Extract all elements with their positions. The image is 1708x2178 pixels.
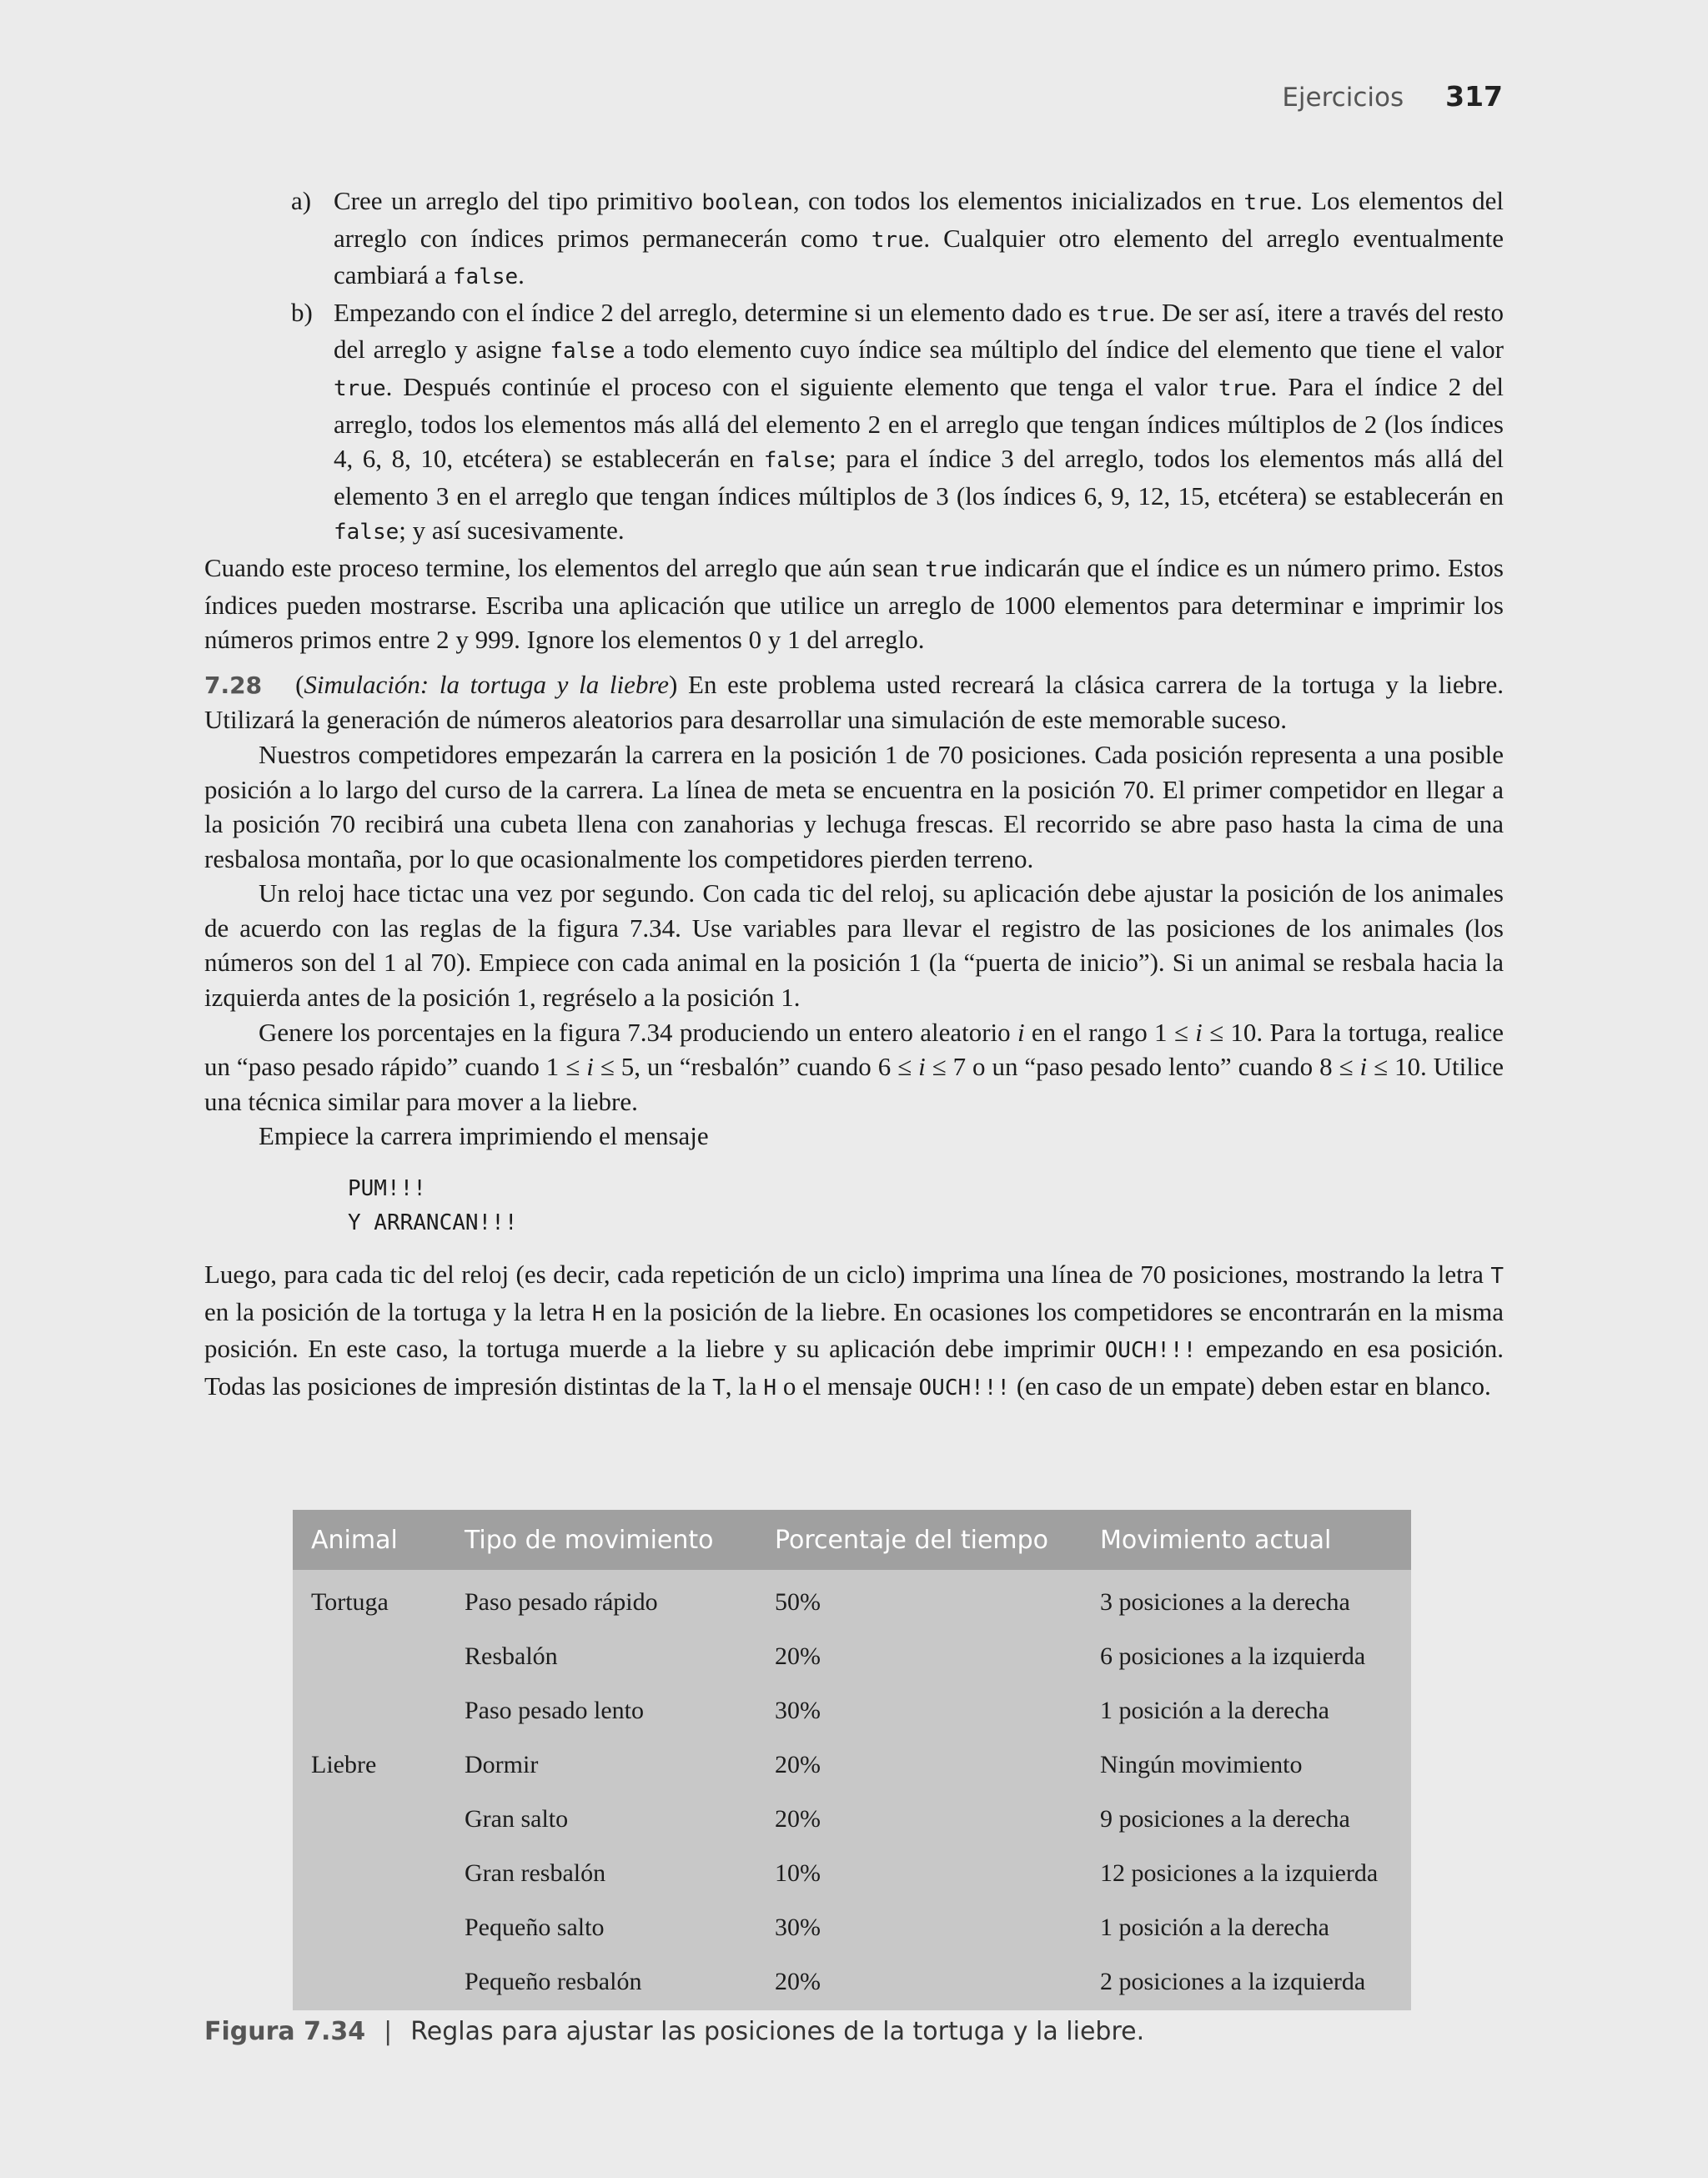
table-cell: 20% [775,1967,821,1995]
table-row [293,1570,1411,1629]
text: ≤ 7 o un “paso pesado lento” cuando 8 ≤ [925,1052,1360,1082]
figure-caption [204,2017,1144,2046]
inline-code: OUCH!!! [1104,1338,1197,1364]
text: en la posición de la tortuga y la letra [204,1296,592,1326]
body-text [204,184,1504,1406]
table-row [293,1954,1411,2010]
table-cell: 30% [775,1696,821,1724]
inline-code: true [871,227,924,253]
table-cell: 3 posiciones a la derecha [1100,1587,1350,1616]
table-row [293,1683,1411,1738]
paragraph-after-list [204,551,1504,657]
caption-separator: | [384,2017,393,2046]
text: ; para el índice 3 del arreglo, todos los elementos más allá del elemento 3 en el arreglo que tengan índices múltiplos de 3 (los índices 6, 9, 12, 15, etcétera) se establecerán en [334,444,1504,511]
exercise-title: Simulación: la tortuga y la liebre [304,669,670,699]
table-cell: 20% [775,1804,821,1833]
inline-code: true [334,375,386,401]
text: Luego, para cada tic del reloj (es decir, cada repetición de un ciclo) imprima una línea de 70 posiciones, mostrando la letra [204,1260,1491,1290]
table-cell: 6 posiciones a la izquierda [1100,1642,1366,1670]
text: . Los elementos del arreglo con índices primos permanecerán como [334,186,1505,253]
text: . Después continúe el proceso con el siguiente elemento que tenga el valor [385,371,1218,401]
list-item-a [204,184,1504,295]
table-cell: Dormir [465,1750,539,1778]
text: ≤ 10. Para la tortuga, realice un “paso pesado rápido” cuando 1 ≤ [204,1017,1504,1082]
math-var: i [1359,1052,1368,1082]
inline-code: OUCH!!! [918,1375,1011,1401]
list-marker: a) [291,186,312,215]
text: . Para el índice 2 del arreglo, todos los elementos más allá del elemento 2 en el arreglo que tengan índices múltiplos de 2 (los índices 4, 6, 8, 10, etcétera) se establecerán en [334,371,1505,474]
table-cell: 20% [775,1750,821,1778]
code-line: PUM!!! [348,1176,426,1202]
text: a todo elemento cuyo índice sea múltiplo del índice del elemento que tiene el valor [615,334,1504,365]
math-var: i [586,1052,594,1082]
inline-code: false [452,264,519,290]
table-row [293,1738,1411,1792]
inline-code: T [712,1375,726,1401]
column-header: Tipo de movimiento [446,1510,756,1570]
table-cell: Liebre [311,1750,377,1778]
page-number: 317 [1445,80,1503,113]
table-cell: 10% [775,1859,821,1887]
paragraph: Empiece la carrera imprimiendo el mensaje [259,1121,709,1151]
text: ≤ 10. Utilice una técnica similar para mover a la liebre. [204,1052,1504,1116]
code-line: Y ARRANCAN!!! [348,1210,518,1236]
text: ; y así sucesivamente. [399,516,625,546]
exercise-number: 7.28 [204,671,263,699]
table-cell: Gran salto [465,1804,569,1833]
table-header-row [293,1510,1411,1570]
math-var: i [1017,1017,1025,1047]
table-cell: Tortuga [311,1587,389,1616]
table-row [293,1792,1411,1846]
running-head [1282,80,1503,113]
math-var: i [918,1052,926,1082]
text: . De ser así, itere a través del resto del arreglo y asigne [334,297,1504,365]
text: ≤ 5, un “resbalón” cuando 6 ≤ [593,1052,919,1082]
table-cell: Paso pesado rápido [465,1587,658,1616]
paren: ( [295,669,304,699]
text: en el rango 1 ≤ [1024,1017,1196,1047]
text: (en caso de un empate) deben estar en blanco. [1010,1371,1491,1401]
table-cell: Resbalón [465,1642,558,1670]
text: o el mensaje [776,1371,919,1401]
paragraph [204,1015,1504,1119]
text: empezando en esa posición. Todas las posiciones de impresión distintas de la [204,1334,1504,1401]
table-cell: Gran resbalón [465,1859,606,1887]
inline-code: T [1490,1264,1504,1290]
table-cell: Pequeño resbalón [465,1967,642,1995]
text: Empezando con el índice 2 del arreglo, determine si un elemento dado es [334,297,1097,327]
inline-code: H [763,1375,777,1401]
table-cell [293,1792,446,1846]
table-cell [293,1954,446,2010]
caption-text: Reglas para ajustar las posiciones de la tortuga y la liebre. [410,2017,1145,2046]
inline-code: true [925,556,977,582]
text: en la posición de la liebre. En ocasiones los competidores se encontrarán en la misma posición. En este caso, la tortuga muerde a la liebre y su aplicación debe imprimir [204,1296,1505,1364]
text: , la [725,1371,764,1401]
paren: ) [669,669,678,699]
table-cell [293,1629,446,1683]
table-cell: 30% [775,1913,821,1941]
table-cell: 2 posiciones a la izquierda [1100,1967,1366,1995]
inline-code: false [334,520,399,546]
column-header: Animal [293,1510,446,1570]
math-var: i [1195,1017,1203,1047]
table-cell: Ningún movimiento [1100,1750,1303,1778]
list-item-b [204,295,1504,551]
table-cell: 1 posición a la derecha [1100,1913,1329,1941]
text: En este problema usted recreará la clásica carrera de la tortuga y la liebre. Utilizará la generación de números aleatorios para desarrollar una simulación de este memorable suceso. [204,669,1504,735]
text: . [518,260,525,290]
text: Cree un arreglo del tipo primitivo [334,186,702,215]
table-row [293,1900,1411,1954]
inline-code: true [1243,190,1296,215]
inline-code: H [591,1300,605,1326]
list-marker: b) [291,297,313,327]
code-block [348,1172,1504,1240]
column-header: Movimiento actual [1082,1510,1411,1570]
table-cell: Pequeño salto [465,1913,605,1941]
paragraph: Nuestros competidores empezarán la carrera en la posición 1 de 70 posiciones. Cada posición representa a una posible posición a lo largo del curso de la carrera. La línea de meta se encuentra en la posición 70. El primer competidor en llegar a la posición 70 recibirá una cubeta llena con zanahorias y lechuga frescas. El recorrido se abre paso hasta la cima de una resbalosa montaña, por lo que ocasionalmente los competidores pierden terreno. [204,739,1504,873]
exercise-intro [204,667,1504,737]
table-cell: 9 posiciones a la derecha [1100,1804,1350,1833]
inline-code: false [550,339,615,365]
table-cell: 20% [775,1642,821,1670]
text: Genere los porcentajes en la figura 7.34 produciendo un entero aleatorio [259,1017,1017,1047]
table-cell: 12 posiciones a la izquierda [1100,1859,1379,1887]
text: . Cualquier otro elemento del arreglo eventualmente cambiará a [334,223,1504,290]
table-row [293,1846,1411,1900]
paragraph [204,1257,1504,1406]
table-cell [293,1846,446,1900]
table-row [293,1629,1411,1683]
table-cell: 50% [775,1587,821,1616]
paragraph: Un reloj hace tictac una vez por segundo. Con cada tic del reloj, su aplicación debe ajustar la posición de los animales de acuerdo con las reglas de la figura 7.34. Use variables para llevar el registro de las posiciones de los animales (los números son del 1 al 70). Empiece con cada animal en la posición 1 (la “puerta de inicio”). Si un animal se resbala hacia la izquierda antes de la posición 1, regréselo a la posición 1. [204,878,1504,1013]
rules-table [293,1510,1411,2010]
inline-code: true [1096,301,1149,327]
table-cell [293,1683,446,1738]
section-title: Ejercicios [1282,83,1404,113]
figure-label: Figura 7.34 [204,2017,366,2046]
table-cell: 1 posición a la derecha [1100,1696,1329,1724]
text: indicarán que el índice es un número primo. Estos índices pueden mostrarse. Escriba una aplicación que utilice un arreglo de 1000 elementos para determinar e imprimir los números primos entre 2 y 999. Ignore los elementos 0 y 1 del arreglo. [204,552,1505,655]
column-header: Porcentaje del tiempo [756,1510,1082,1570]
table-cell [293,1900,446,1954]
inline-code: true [1218,375,1271,401]
inline-code: boolean [701,190,793,215]
text: Cuando este proceso termine, los elementos del arreglo que aún sean [204,552,926,582]
inline-code: false [763,448,829,474]
text: , con todos los elementos inicializados en [792,186,1244,215]
table-cell: Paso pesado lento [465,1696,644,1724]
